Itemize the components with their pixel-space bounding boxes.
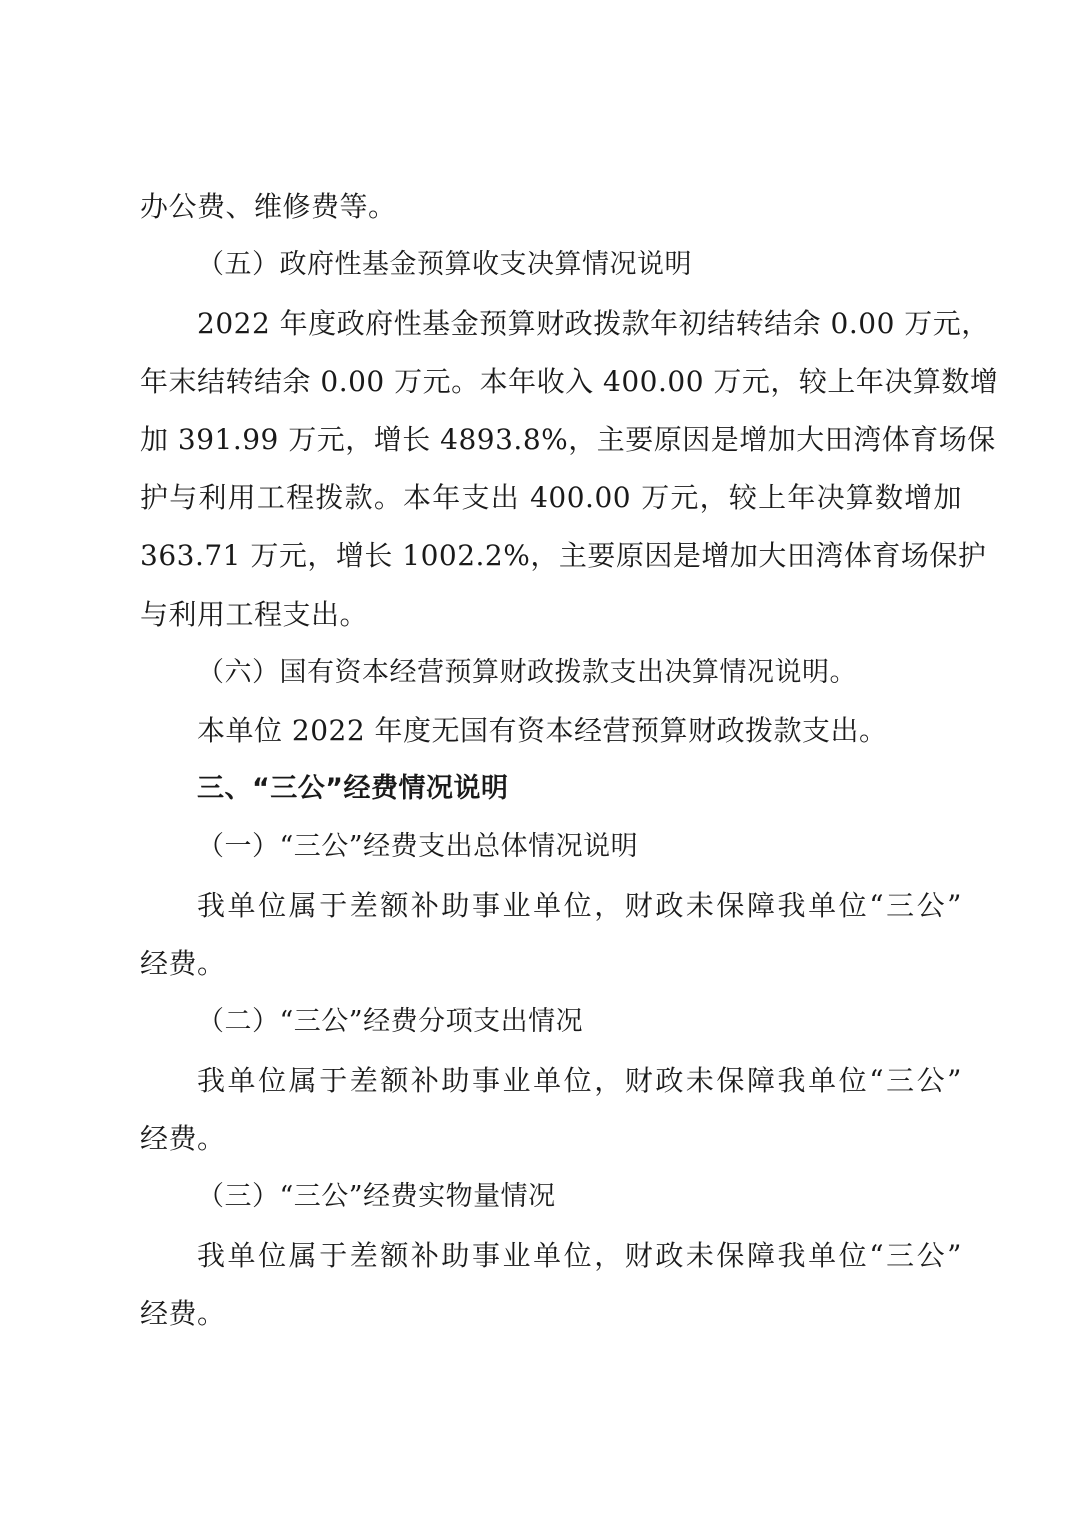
section-heading-3-three-public-expenses: 三、“三公”经费情况说明 [197, 773, 509, 804]
paragraph-line: 年末结转结余 0.00 万元。本年收入 400.00 万元，较上年决算数增 [140, 365, 999, 398]
paragraph-line: 我单位属于差额补助事业单位，财政未保障我单位“三公” [197, 889, 962, 922]
paragraph-line: 经费。 [140, 947, 226, 980]
paragraph-line: 我单位属于差额补助事业单位，财政未保障我单位“三公” [197, 1239, 962, 1272]
paragraph-line: 本单位 2022 年度无国有资本经营预算财政拨款支出。 [197, 714, 888, 747]
subsection-heading-2-itemized: （二）“三公”经费分项支出情况 [197, 1006, 584, 1037]
section-heading-6-state-capital: （六）国有资本经营预算财政拨款支出决算情况说明。 [197, 657, 857, 688]
paragraph-line: 经费。 [140, 1297, 226, 1330]
paragraph-line: 经费。 [140, 1122, 226, 1155]
paragraph-line: 2022 年度政府性基金预算财政拨款年初结转结余 0.00 万元， [197, 307, 990, 340]
paragraph-line: 363.71 万元，增长 1002.2%，主要原因是增加大田湾体育场保护 [140, 539, 987, 572]
section-heading-5-government-fund: （五）政府性基金预算收支决算情况说明 [197, 249, 692, 280]
paragraph-line: 我单位属于差额补助事业单位，财政未保障我单位“三公” [197, 1064, 962, 1097]
paragraph-continuation: 办公费、维修费等。 [140, 190, 397, 223]
subsection-heading-3-physical-quantity: （三）“三公”经费实物量情况 [197, 1181, 556, 1212]
paragraph-line: 加 391.99 万元，增长 4893.8%，主要原因是增加大田湾体育场保 [140, 423, 996, 456]
paragraph-line: 与利用工程支出。 [140, 598, 369, 631]
paragraph-line: 护与利用工程拨款。本年支出 400.00 万元，较上年决算数增加 [140, 481, 962, 514]
subsection-heading-1-overall: （一）“三公”经费支出总体情况说明 [197, 831, 639, 862]
